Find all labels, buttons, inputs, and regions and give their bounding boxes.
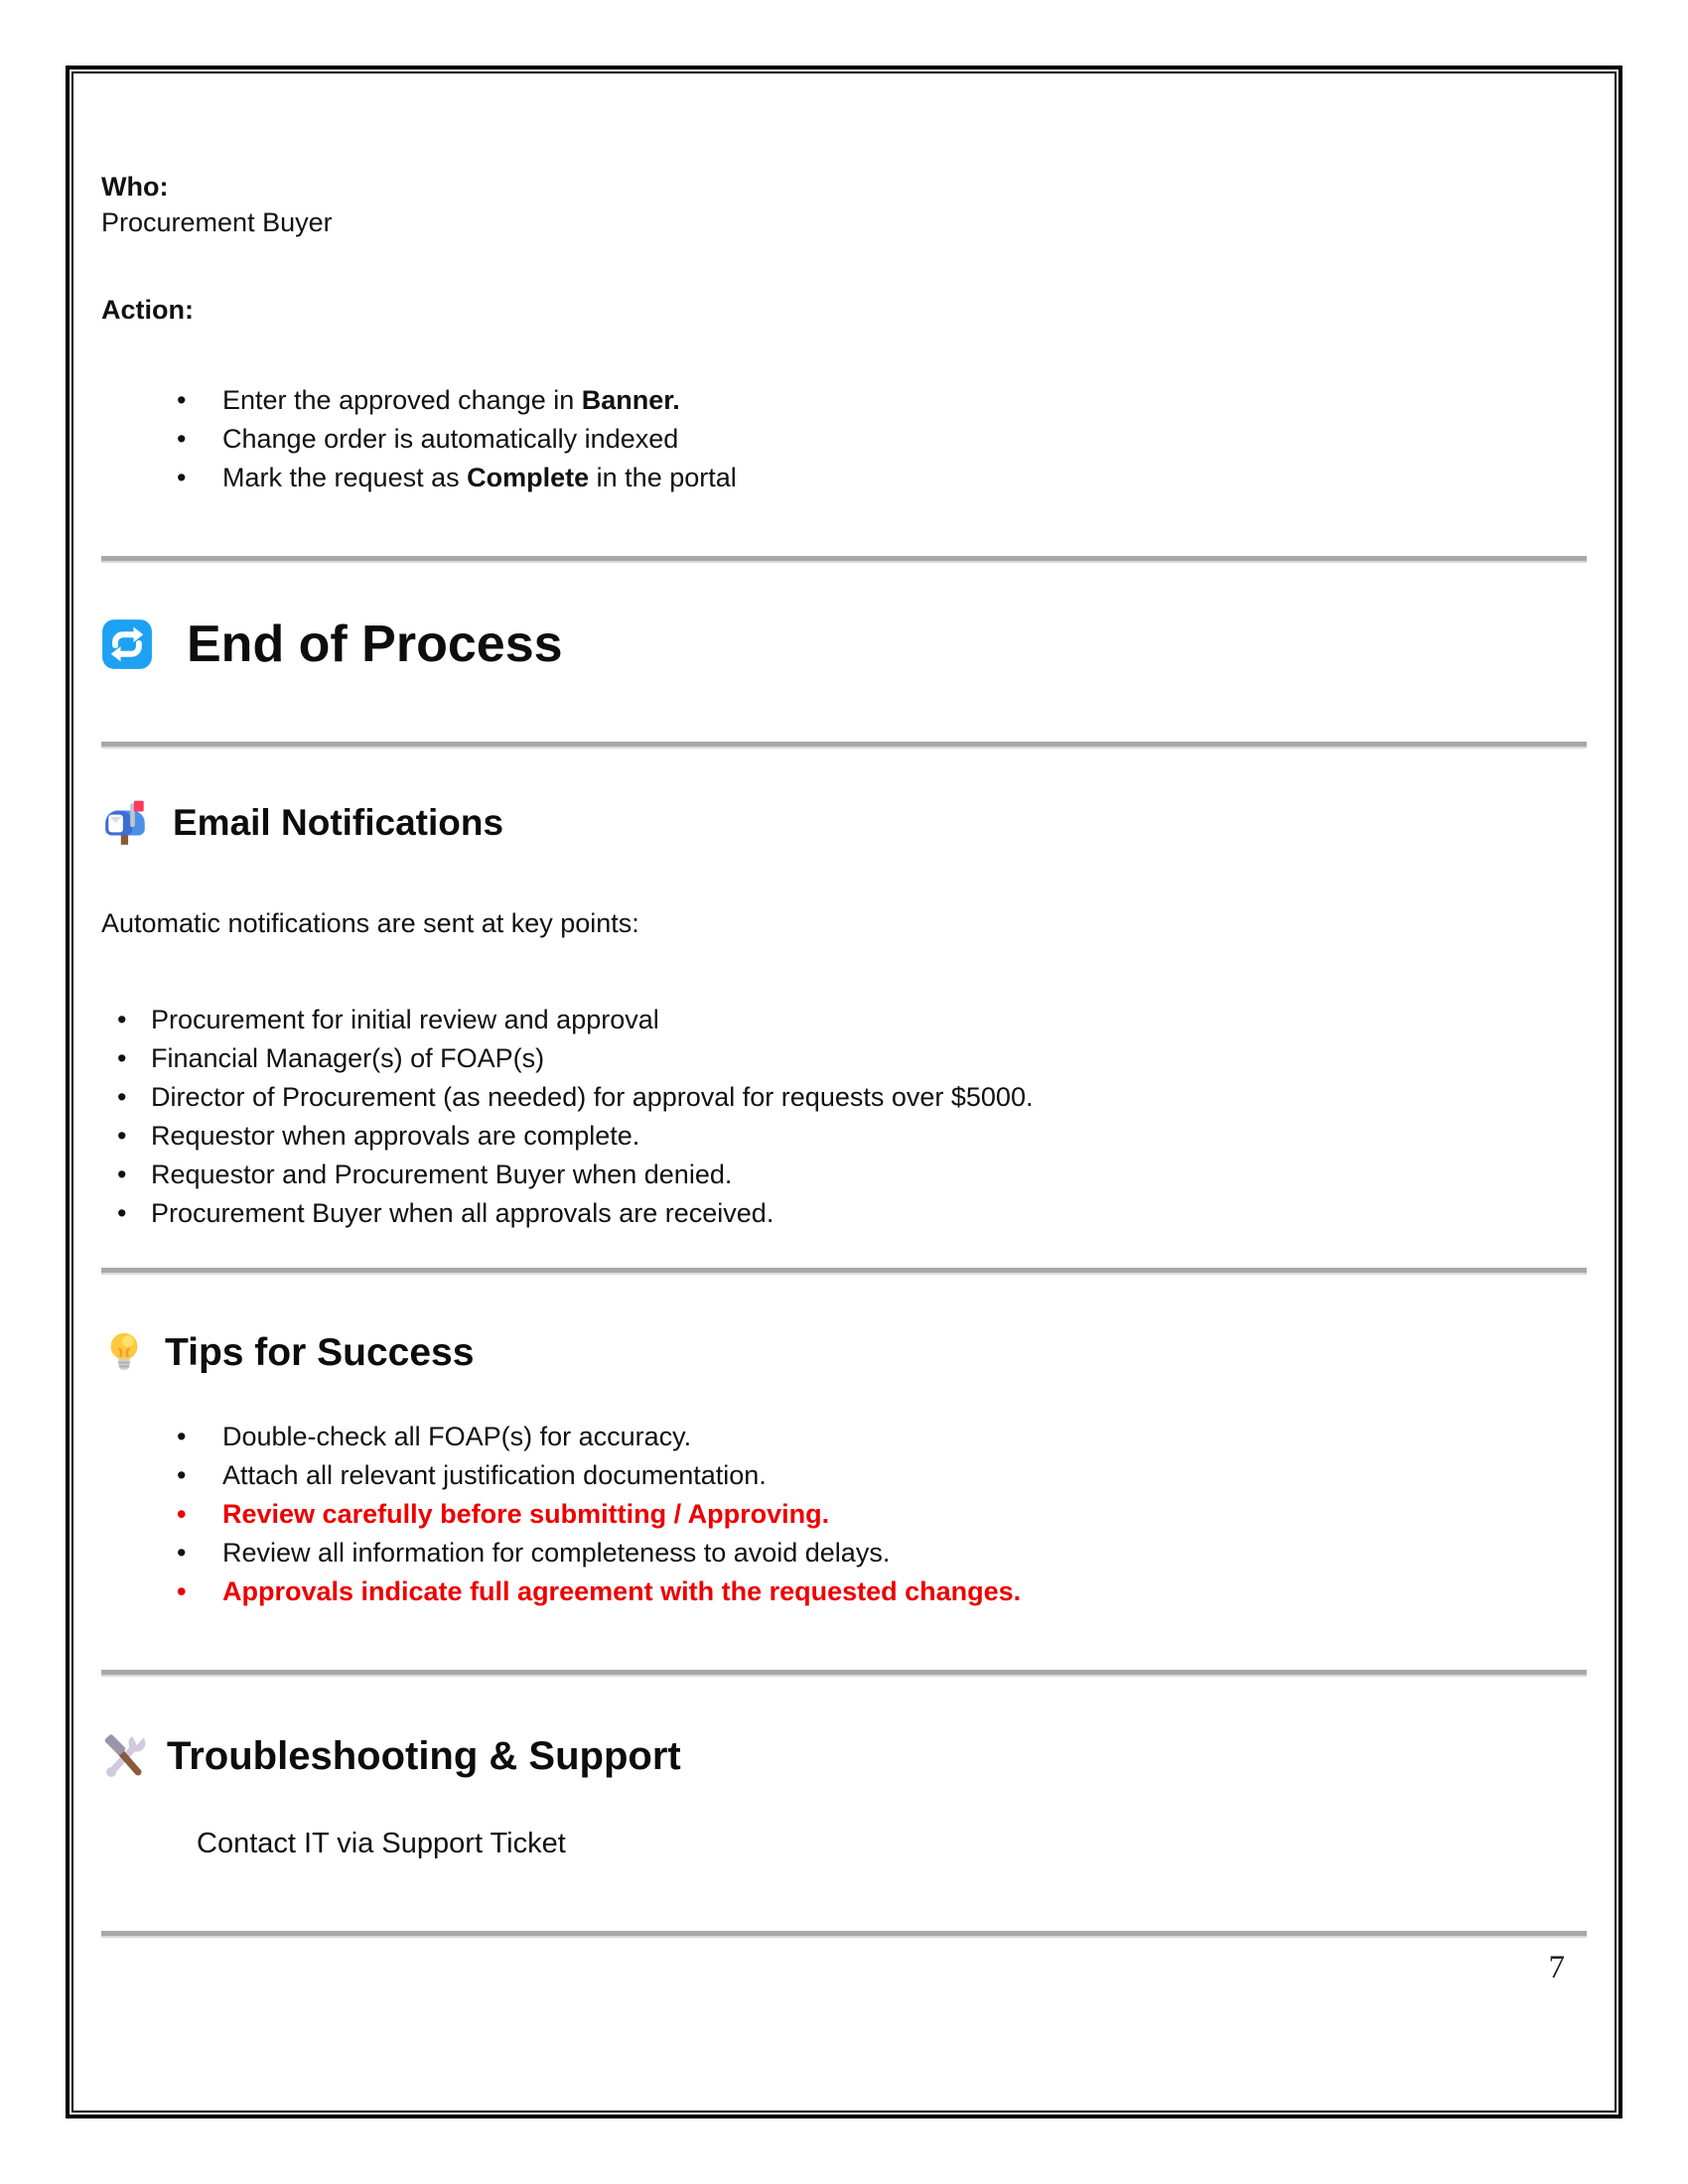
list-item: • Review all information for completeness to avoid delays. <box>177 1534 1587 1571</box>
troubleshooting-heading <box>101 1732 1587 1780</box>
email-notifications-title: Email Notifications <box>173 802 504 843</box>
end-of-process-heading <box>101 615 1587 673</box>
section-divider <box>101 742 1587 749</box>
repeat-icon <box>101 618 153 670</box>
page-border-inner <box>71 71 1617 2113</box>
list-item: • Double-check all FOAP(s) for accuracy. <box>177 1418 1587 1455</box>
section-divider <box>101 1670 1587 1677</box>
who-label: Who: <box>101 172 169 202</box>
list-item: • Mark the request as Complete in the portal <box>177 459 1587 496</box>
lightbulb-icon <box>101 1330 147 1376</box>
list-item: • Financial Manager(s) of FOAP(s) <box>117 1039 1587 1077</box>
email-notifications-intro: Automatic notifications are sent at key points: <box>101 908 639 938</box>
troubleshooting-body: Contact IT via Support Ticket <box>197 1828 566 1859</box>
list-item: • Procurement Buyer when all approvals are received. <box>117 1194 1587 1232</box>
notifications-bullet-list <box>101 1001 1587 1232</box>
section-divider <box>101 1268 1587 1275</box>
page-number: 7 <box>1548 1950 1565 1985</box>
action-bullet-list <box>101 381 1587 496</box>
page-content <box>73 73 1615 2111</box>
tips-heading <box>101 1330 1587 1376</box>
section-divider <box>101 556 1587 563</box>
list-item: • Change order is automatically indexed <box>177 420 1587 458</box>
footer-divider <box>101 1931 1587 1938</box>
tips-title: Tips for Success <box>165 1331 475 1374</box>
action-label: Action: <box>101 295 194 325</box>
list-item: • Review carefully before submitting / Approving. <box>177 1495 1587 1533</box>
end-of-process-title: End of Process <box>187 615 563 673</box>
list-item: • Approvals indicate full agreement with the requested changes. <box>177 1572 1587 1610</box>
list-item: • Requestor and Procurement Buyer when denied. <box>117 1156 1587 1193</box>
email-notifications-heading <box>101 798 1587 848</box>
tools-icon <box>101 1732 149 1780</box>
mailbox-icon <box>101 798 151 848</box>
tips-bullet-list <box>101 1418 1587 1610</box>
list-item: • Requestor when approvals are complete. <box>117 1117 1587 1155</box>
page-border-outer <box>66 66 1622 2118</box>
troubleshooting-title: Troubleshooting & Support <box>167 1734 681 1778</box>
list-item: • Enter the approved change in Banner. <box>177 381 1587 419</box>
list-item: • Procurement for initial review and approval <box>117 1001 1587 1038</box>
who-value: Procurement Buyer <box>101 207 333 237</box>
list-item: • Director of Procurement (as needed) for approval for requests over $5000. <box>117 1078 1587 1116</box>
list-item: • Attach all relevant justification documentation. <box>177 1456 1587 1494</box>
